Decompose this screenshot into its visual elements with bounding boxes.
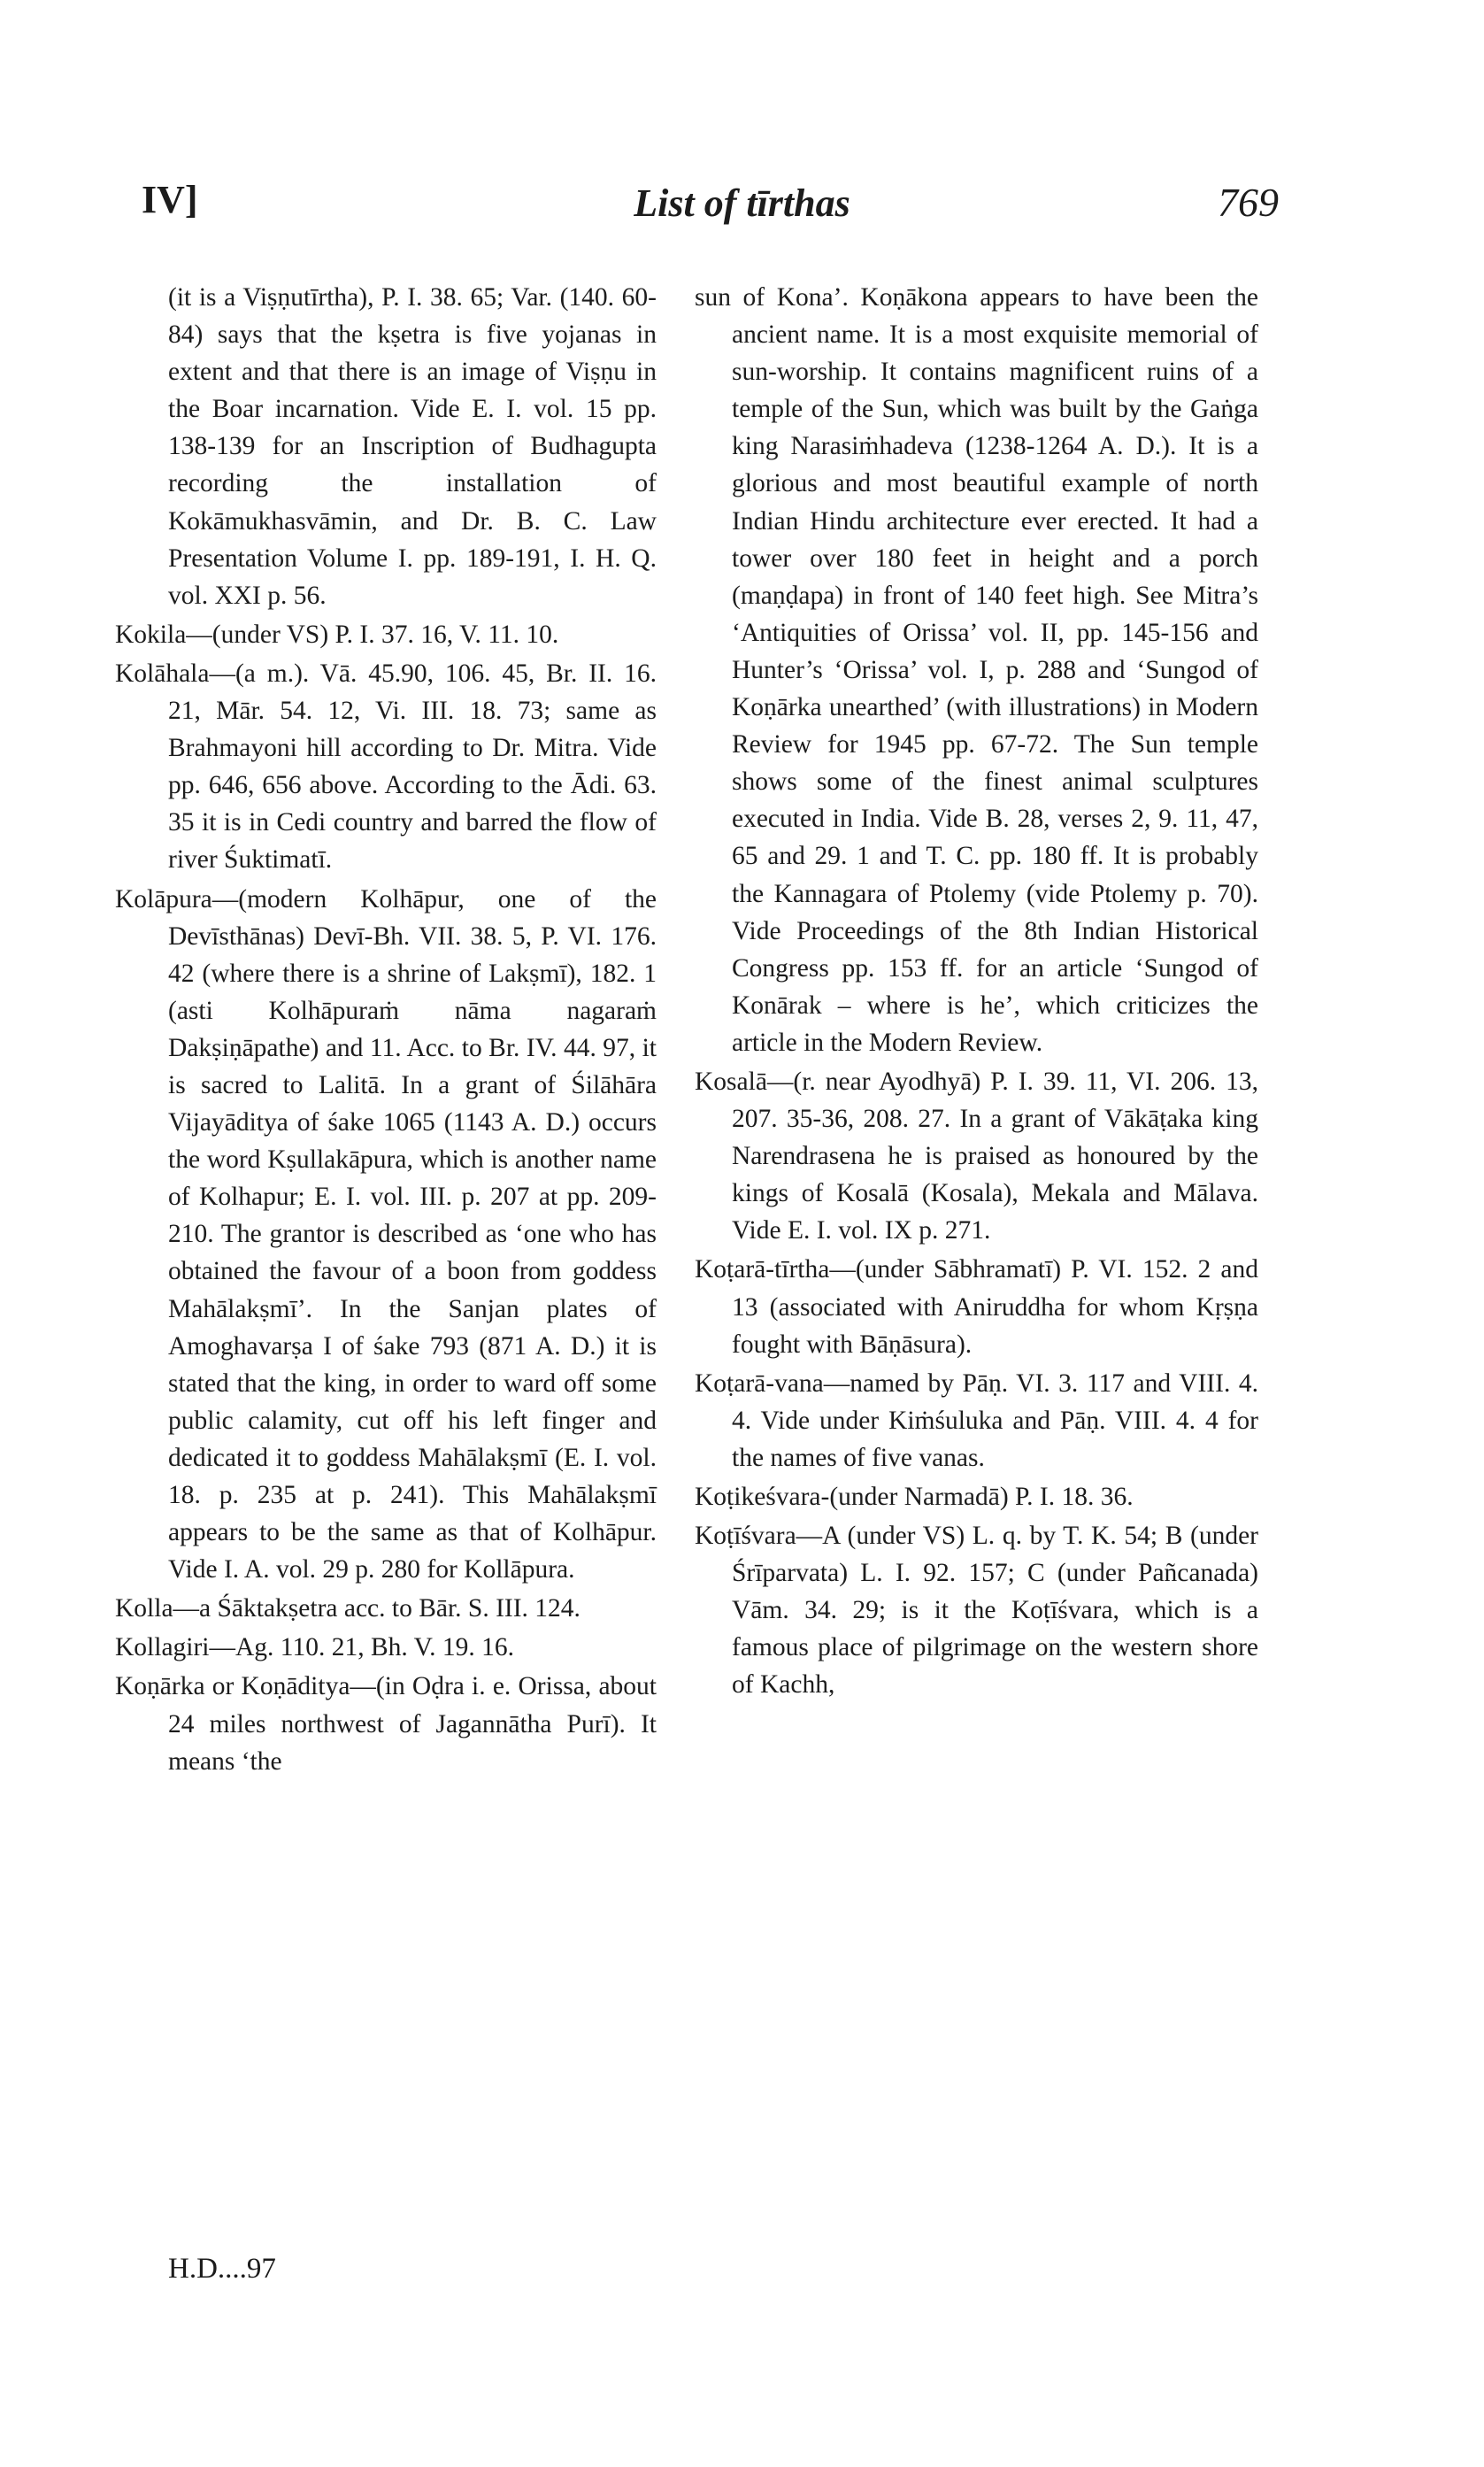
entry-kosala: Kosalā—(r. near Ayodhyā) P. I. 39. 11, VI. 206. 13, 207. 35-36, 208. 27. In a grant of Vākāṭaka king Narendrasena he is praised as honoured by the kings of Kosalā (Kosala), Mekala and Mālava. Vide E. I. vol. IX p. 271. bbox=[695, 1067, 1258, 1245]
entry-kolahala: Kolāhala—(a m.). Vā. 45.90, 106. 45, Br. II. 16. 21, Mār. 54. 12, Vi. III. 18. 73; same as Brahmayoni hill according to Dr. Mitra. Vide pp. 646, 656 above. According to the Ādi. 63. 35 it is in Cedi country and barred the flow of river Śuktimatī. bbox=[115, 659, 657, 875]
section-marker: IV] bbox=[142, 178, 198, 221]
entry-kotara-tirtha: Koṭarā-tīrtha—(under Sābhramatī) P. VI. 152. 2 and 13 (associated with Aniruddha for whom Kṛṣṇa fought with Bāṇāsura). bbox=[695, 1255, 1258, 1359]
left-column bbox=[115, 279, 657, 1782]
page-number: 769 bbox=[1218, 180, 1279, 225]
right-column bbox=[695, 279, 1258, 1706]
entry-konarka: Koṇārka or Koṇāditya—(in Oḍra i. e. Orissa, about 24 miles northwest of Jagannātha Purī). It means ‘the bbox=[115, 1672, 657, 1776]
entry-kolapura: Kolāpura—(modern Kolhāpur, one of the Devīsthānas) Devī-Bh. VII. 38. 5, P. VI. 176. 42 (where there is a shrine of Lakṣmī), 182. 1 (asti Kolhāpuraṁ nāma nagaraṁ Dakṣiṇāpathe) and 11. Acc. to Br. IV. 44. 97, it is sacred to Lalitā. In a grant of Śilāhāra Vijayāditya of śake 1065 (1143 A. D.) occurs the word Kṣullakāpura, which is another name of Kolhapur; E. I. vol. III. p. 207 at pp. 209-210. The grantor is described as ‘one who has obtained the favour of a boon from goddess Mahālakṣmī’. In the Sanjan plates of Amoghavarṣa I of śake 793 (871 A. D.) it is stated that the king, in order to ward off some public calamity, cut off his left finger and dedicated it to goddess Mahālakṣmī (E. I. vol. 18. p. 235 at p. 241). This Mahālakṣmī appears to be the same as that of Kolhāpur. Vide I. A. vol. 29 p. 280 for Kollāpura. bbox=[115, 884, 657, 1584]
running-title: List of tīrthas bbox=[634, 181, 850, 225]
entry-kolla: Kolla—a Śāktakṣetra acc. to Bār. S. III. 124. bbox=[115, 1594, 581, 1623]
running-header bbox=[0, 177, 1484, 248]
continued-entry: (it is a Viṣṇutīrtha), P. I. 38. 65; Var. (140. 60-84) says that the kṣetra is five yojanas in extent and that there is an image of Viṣṇu in the Boar incarnation. Vide E. I. vol. 15 pp. 138-139 for an Inscription of Budhagupta recording the installation of Kokāmukhasvāmin, and Dr. B. C. Law Presentation Volume I. pp. 189-191, I. H. Q. vol. XXI p. 56. bbox=[168, 283, 657, 610]
signature-mark: H.D....97 bbox=[168, 2253, 276, 2285]
entry-kotisvara: Koṭīśvara—A (under VS) L. q. by T. K. 54; B (under Śrīparvata) L. I. 92. 157; C (under Pañcanada) Vām. 34. 29; is it the Koṭīśvara, which is a famous place of pilgrimage on the western shore of Kachh, bbox=[695, 1522, 1258, 1700]
continued-entry-konarka: sun of Kona’. Koṇākona appears to have been the ancient name. It is a most exquisite memorial of sun-worship. It contains magnificent ruins of a temple of the Sun, which was built by the Gaṅga king Narasiṁhadeva (1238-1264 A. D.). It is a glorious and most beautiful example of north Indian Hindu architecture ever erected. It had a tower over 180 feet in height and a porch (maṇḍapa) in front of 140 feet high. See Mitra’s ‘Antiquities of Orissa’ vol. II, pp. 145-156 and Hunter’s ‘Orissa’ vol. I, p. 288 and ‘Sungod of Koṇārka unearthed’ (with illustrations) in Modern Review for 1945 pp. 67-72. The Sun temple shows some of the finest animal sculptures executed in India. Vide B. 28, verses 2, 9. 11, 47, 65 and 29. 1 and T. C. pp. 180 ff. It is probably the Kannagara of Ptolemy (vide Ptolemy p. 70). Vide Proceedings of the 8th Indian Historical Congress pp. 153 ff. for an article ‘Sungod of Konārak – where is he’, which criticizes the article in the Modern Review. bbox=[695, 283, 1258, 1057]
entry-kokila: Kokila—(under VS) P. I. 37. 16, V. 11. 10. bbox=[115, 620, 559, 649]
entry-kotara-vana: Koṭarā-vana—named by Pāṇ. VI. 3. 117 and VIII. 4. 4. Vide under Kiṁśuluka and Pāṇ. VIII. 4. 4 for the names of five vanas. bbox=[695, 1368, 1258, 1472]
entry-kotikesvara: Koṭikeśvara-(under Narmadā) P. I. 18. 36. bbox=[695, 1483, 1134, 1511]
entry-kollagiri: Kollagiri—Ag. 110. 21, Bh. V. 19. 16. bbox=[115, 1633, 514, 1662]
